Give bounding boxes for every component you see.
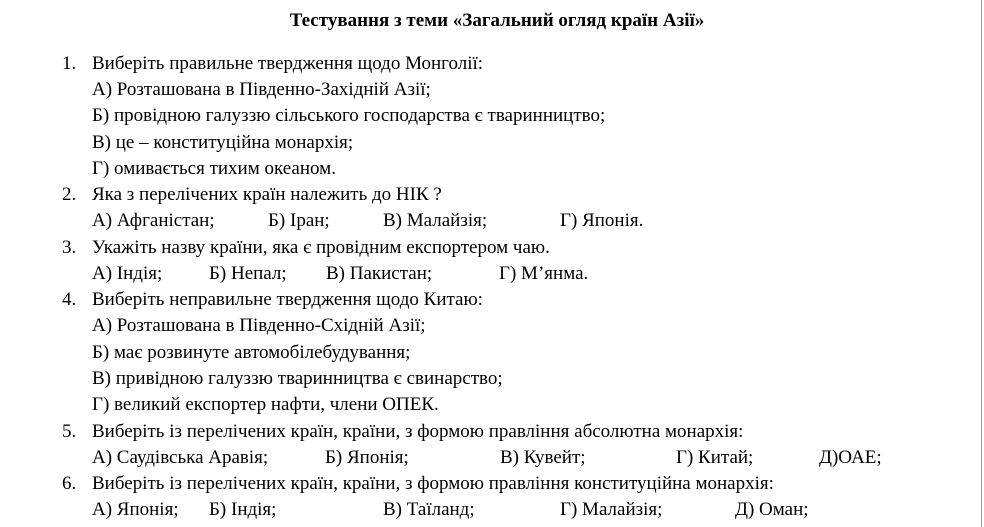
- page-edge: [981, 0, 982, 527]
- question-text: Виберіть із перелічених країн, країни, з формою правління конституційна монархія:: [92, 473, 774, 494]
- answer-option: Б) Індія;: [209, 499, 277, 520]
- question-number: 2.: [62, 184, 77, 205]
- answer-option: А) Розташована в Південно-Західній Азії;: [92, 79, 431, 100]
- question-number: 1.: [62, 53, 77, 74]
- document-title: Тестування з теми «Загальний огляд країн Азії»: [289, 10, 705, 31]
- answer-option: Г) Японія.: [560, 210, 644, 231]
- answer-option: А) Японія;: [92, 499, 179, 520]
- answer-option: А) Індія;: [92, 263, 163, 284]
- answer-option: Б) має розвинуте автомобілебудування;: [92, 342, 411, 363]
- question-text: Укажіть назву країни, яка є провідним експортером чаю.: [92, 237, 550, 258]
- answer-option: Г) М’янма.: [499, 263, 589, 284]
- answer-option: Д) Оман;: [735, 499, 809, 520]
- question-text: Виберіть із перелічених країн, країни, з формою правління абсолютна монархія:: [92, 421, 744, 442]
- answer-option: В) Кувейт;: [500, 447, 586, 468]
- answer-option: А) Афганістан;: [92, 210, 215, 231]
- question-text: Виберіть правильне твердження щодо Монголії:: [92, 53, 484, 74]
- question-number: 6.: [62, 473, 77, 494]
- answer-option: Г) Китай;: [676, 447, 754, 468]
- answer-option: Б) Іран;: [268, 210, 330, 231]
- answer-option: Б) Непал;: [209, 263, 287, 284]
- answer-option: В) Пакистан;: [326, 263, 433, 284]
- answer-option: В) привідною галуззю тваринництва є свинарство;: [92, 368, 503, 389]
- question-text: Яка з перелічених країн належить до НІК ?: [92, 184, 442, 205]
- question-text: Виберіть неправильне твердження щодо Китаю:: [92, 289, 483, 310]
- answer-option: Б) Японія;: [325, 447, 409, 468]
- question-number: 5.: [62, 421, 77, 442]
- answer-option: А) Розташована в Південно-Східній Азії;: [92, 315, 426, 336]
- answer-option: Г) великий експортер нафти, члени ОПЕК.: [92, 394, 439, 415]
- answer-option: Б) провідною галуззю сільського господарства є тваринництво;: [92, 105, 606, 126]
- answer-option: Г) омивається тихим океаном.: [92, 158, 336, 179]
- answer-option: А) Саудівська Аравія;: [92, 447, 269, 468]
- question-number: 4.: [62, 289, 77, 310]
- answer-option: Г) Малайзія;: [560, 499, 663, 520]
- answer-option: Д)ОАЕ;: [819, 447, 882, 468]
- answer-option: В) Таїланд;: [383, 499, 475, 520]
- answer-option: В) Малайзія;: [383, 210, 488, 231]
- answer-option: В) це – конституційна монархія;: [92, 132, 354, 153]
- question-number: 3.: [62, 237, 77, 258]
